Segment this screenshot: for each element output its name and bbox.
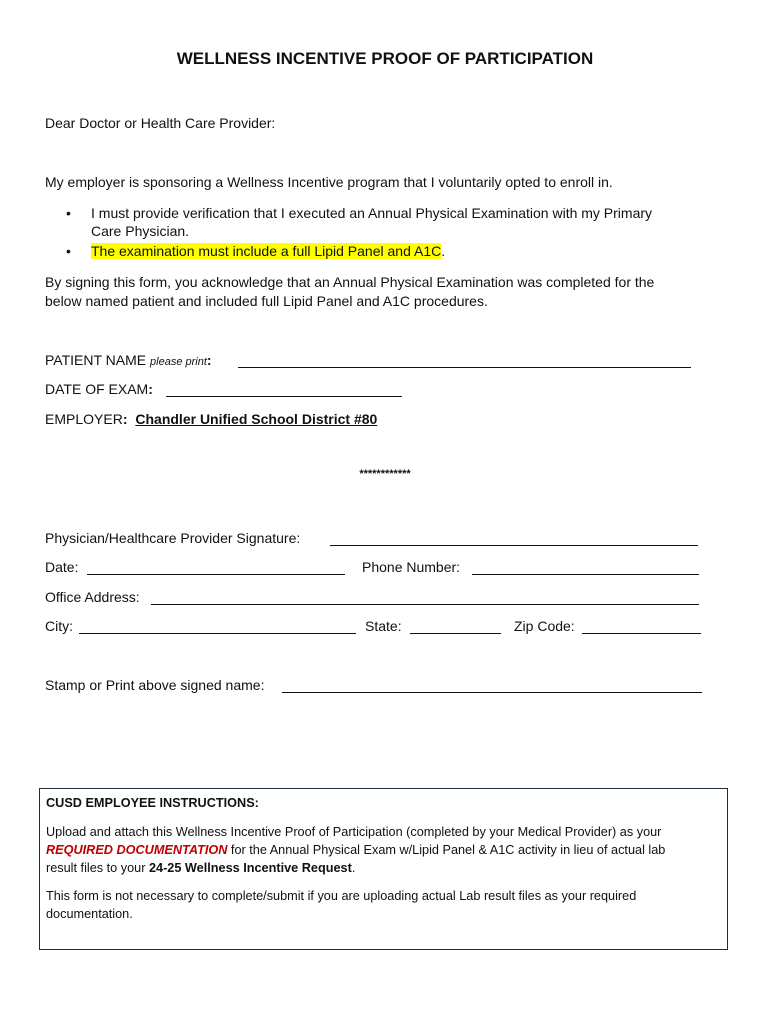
instructions-p1-line-3: result files to your 24-25 Wellness Incentive Request. [46, 861, 356, 875]
patient-name-colon: : [206, 352, 212, 368]
zip-code-field[interactable] [582, 619, 701, 634]
separator: ************ [359, 468, 411, 480]
office-address-field[interactable] [151, 590, 699, 605]
instructions-p1-line-2: REQUIRED DOCUMENTATION for the Annual Physical Exam w/Lipid Panel & A1C activity in lieu of actual lab [46, 843, 666, 857]
patient-name-label: PATIENT NAME [45, 352, 147, 368]
wellness-request-name: 24-25 Wellness Incentive Request [148, 861, 352, 875]
employer-value: Chandler Unified School District #80 [135, 411, 378, 427]
patient-name-field[interactable] [238, 353, 691, 368]
bullet-1-line-1: I must provide verification that I executed an Annual Physical Examination with my Primary [91, 205, 653, 221]
bullet-2-period: . [441, 243, 446, 259]
stamp-label: Stamp or Print above signed name: [45, 677, 265, 693]
city-field[interactable] [79, 619, 356, 634]
highlighted-requirement: The examination must include a full Lipid Panel and A1C [91, 243, 442, 259]
salutation: Dear Doctor or Health Care Provider: [45, 115, 276, 131]
employer-row [45, 411, 377, 427]
date-of-exam-field[interactable] [166, 382, 402, 397]
date-of-exam-colon: : [148, 381, 153, 397]
bullet-dot-icon: • [66, 243, 71, 259]
date-of-exam-label: DATE OF EXAM [45, 381, 149, 397]
bullet-2 [91, 243, 445, 259]
zip-code-label: Zip Code: [514, 618, 575, 634]
employer-colon: : [122, 411, 128, 427]
instructions-p2-line-1: This form is not necessary to complete/submit if you are uploading actual Lab result files as your required [46, 889, 637, 903]
signature-label: Physician/Healthcare Provider Signature: [45, 530, 301, 546]
phone-label: Phone Number: [362, 559, 461, 575]
instructions-heading: CUSD EMPLOYEE INSTRUCTIONS: [46, 796, 259, 810]
city-label: City: [45, 618, 73, 634]
acknowledgement-line-1: By signing this form, you acknowledge that an Annual Physical Examination was completed for the [45, 274, 655, 290]
date-of-exam-row [45, 381, 153, 397]
patient-name-row [45, 352, 212, 368]
required-documentation: REQUIRED DOCUMENTATION [46, 843, 228, 857]
stamp-field[interactable] [282, 678, 702, 693]
date-label: Date: [45, 559, 79, 575]
instructions-p1-line-1: Upload and attach this Wellness Incentive Proof of Participation (completed by your Medical Provider) as your [46, 825, 662, 839]
date-field[interactable] [87, 560, 345, 575]
employer-label: EMPLOYER [45, 411, 123, 427]
bullet-1-line-2: Care Physician. [91, 223, 190, 239]
bullet-dot-icon: • [66, 205, 71, 221]
instructions-p2-line-2: documentation. [46, 907, 133, 921]
office-address-label: Office Address: [45, 589, 140, 605]
patient-name-hint: please print [150, 356, 207, 368]
signature-field[interactable] [330, 531, 698, 546]
phone-field[interactable] [472, 560, 699, 575]
intro-text: My employer is sponsoring a Wellness Incentive program that I voluntarily opted to enroll in. [45, 174, 613, 190]
page-title: WELLNESS INCENTIVE PROOF OF PARTICIPATION [176, 49, 594, 68]
state-label: State: [365, 618, 402, 634]
state-field[interactable] [410, 619, 501, 634]
acknowledgement-line-2: below named patient and included full Lipid Panel and A1C procedures. [45, 293, 488, 309]
instructions-box [39, 788, 728, 950]
